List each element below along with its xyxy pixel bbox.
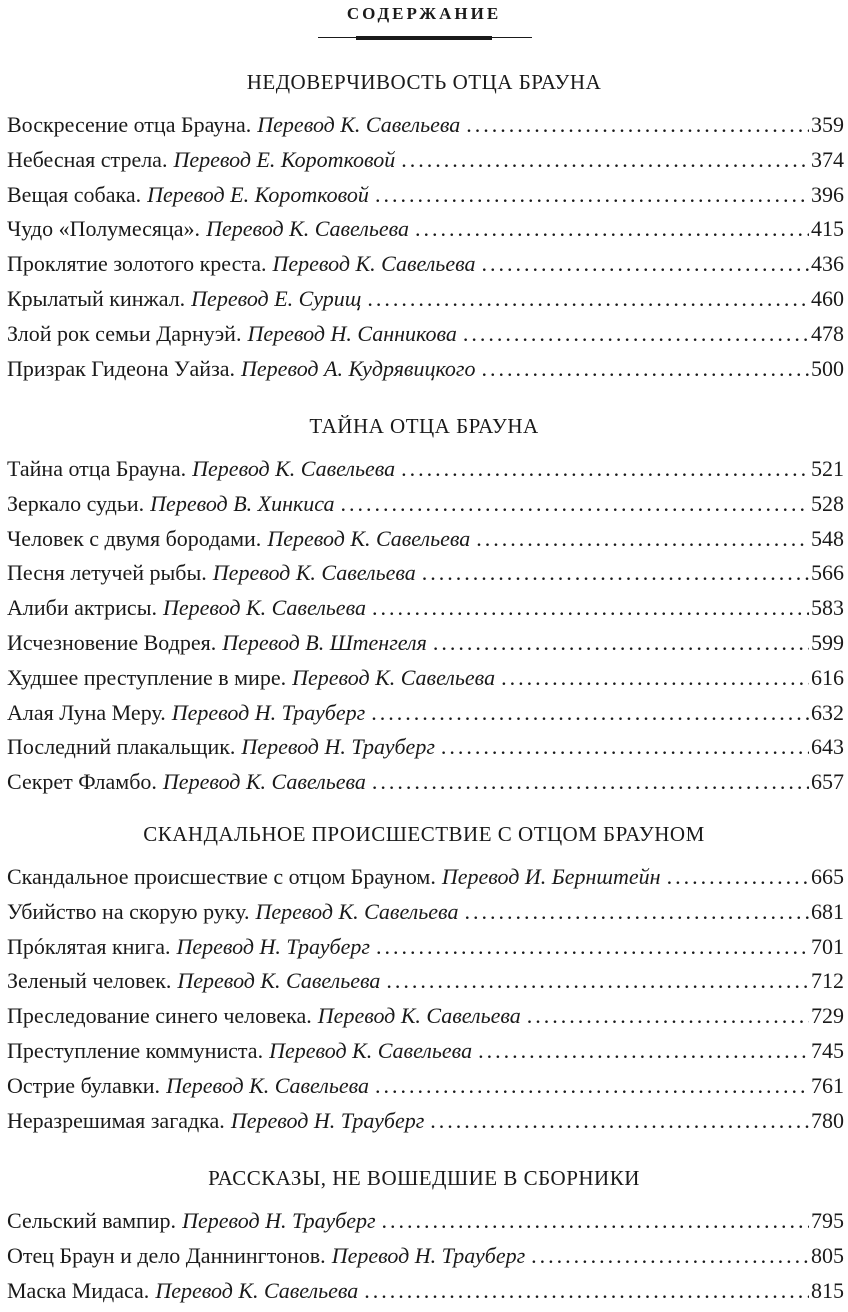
page-number: 712 xyxy=(811,968,844,994)
page-title: СОДЕРЖАНИЕ xyxy=(346,4,502,23)
translator-credit: Перевод А. Кудрявицкого xyxy=(241,355,476,381)
translator-credit: Перевод К. Савельева xyxy=(166,1072,370,1098)
dot-leader xyxy=(422,556,809,591)
story-title: Скандальное происшествие с отцом Брауном. xyxy=(7,864,436,889)
toc-entry[interactable] xyxy=(0,895,848,930)
toc-entry[interactable] xyxy=(0,522,848,557)
toc-entry[interactable] xyxy=(0,1274,848,1309)
dot-leader xyxy=(531,1239,809,1274)
story-title: Маска Мидаса. xyxy=(7,1277,150,1303)
story-title: Неразрешимая загадка. xyxy=(7,1107,225,1133)
story-title: Небесная стрела. xyxy=(7,146,168,172)
translator-credit: Перевод К. Савельева xyxy=(257,112,461,137)
translator-credit: Перевод К. Савельева xyxy=(177,968,381,994)
page-number: 616 xyxy=(811,664,844,690)
page-number: 729 xyxy=(811,1003,844,1029)
translator-credit: Перевод К. Савельева xyxy=(155,1277,359,1303)
toc-entry[interactable] xyxy=(0,487,848,522)
translator-credit: Перевод Н. Санникова xyxy=(247,320,457,346)
dot-leader xyxy=(415,212,809,247)
toc-entry[interactable] xyxy=(0,1204,848,1239)
toc-entry[interactable] xyxy=(0,352,848,387)
title-rule-accent xyxy=(356,36,492,40)
translator-credit: Перевод К. Савельева xyxy=(162,595,366,621)
dot-leader xyxy=(376,930,809,965)
page-number: 415 xyxy=(811,216,844,242)
page-number: 643 xyxy=(811,734,844,760)
story-title: Исчезновение Водрея. xyxy=(7,629,217,655)
translator-credit: Перевод К. Савельева xyxy=(267,525,471,551)
section-title: СКАНДАЛЬНОЕ ПРОИСШЕСТВИЕ С ОТЦОМ БРАУНОМ xyxy=(143,822,705,846)
story-title: Человек с двумя бородами. xyxy=(7,525,262,551)
page-number: 665 xyxy=(811,864,844,889)
translator-credit: Перевод К. Савельева xyxy=(212,560,416,586)
toc-entry[interactable] xyxy=(0,1069,848,1104)
translator-credit: Перевод К. Савельева xyxy=(192,456,396,481)
story-title: Призрак Гидеона Уайза. xyxy=(7,355,236,381)
translator-credit: Перевод К. Савельева xyxy=(162,769,366,795)
toc-entry[interactable] xyxy=(0,1034,848,1069)
toc-entry[interactable] xyxy=(0,860,848,895)
translator-credit: Перевод К. Савельева xyxy=(269,1037,473,1063)
dot-leader xyxy=(478,1034,809,1069)
page-number: 583 xyxy=(811,595,844,621)
dot-leader xyxy=(481,247,809,282)
translator-credit: Перевод Е. Коротковой xyxy=(173,146,396,172)
dot-leader xyxy=(667,860,809,895)
story-title: Крылатый кинжал. xyxy=(7,285,186,311)
page-number: 815 xyxy=(811,1277,844,1303)
page-number: 681 xyxy=(811,898,844,924)
toc-entry[interactable] xyxy=(0,696,848,731)
page-number: 599 xyxy=(811,629,844,655)
section-title: РАССКАЗЫ, НЕ ВОШЕДШИЕ В СБОРНИКИ xyxy=(208,1166,640,1190)
toc-entry[interactable] xyxy=(0,212,848,247)
page-number: 745 xyxy=(811,1037,844,1063)
dot-leader xyxy=(364,1274,809,1309)
toc-entry[interactable] xyxy=(0,591,848,626)
story-title: Преследование синего человека. xyxy=(7,1003,312,1029)
page-number: 805 xyxy=(811,1242,844,1268)
toc-entry[interactable] xyxy=(0,964,848,999)
page-number: 795 xyxy=(811,1208,844,1233)
toc-entry[interactable] xyxy=(0,556,848,591)
page-number: 566 xyxy=(811,560,844,586)
translator-credit: Перевод Н. Трауберг xyxy=(331,1242,526,1268)
dot-leader xyxy=(466,108,809,143)
story-title: Тайна отца Брауна. xyxy=(7,456,187,481)
page-number: 460 xyxy=(811,285,844,311)
page-number: 657 xyxy=(811,769,844,795)
dot-leader xyxy=(527,999,809,1034)
dot-leader xyxy=(375,1069,809,1104)
story-title: Отец Браун и дело Даннингтонов. xyxy=(7,1242,326,1268)
story-title: Вещая собака. xyxy=(7,181,142,207)
dot-leader xyxy=(372,591,809,626)
dot-leader xyxy=(372,765,809,800)
dot-leader xyxy=(375,178,809,213)
toc-entry[interactable] xyxy=(0,143,848,178)
toc-section xyxy=(0,816,848,1138)
translator-credit: Перевод Е. Коротковой xyxy=(147,181,369,207)
story-title: Песня летучей рыбы. xyxy=(7,560,207,586)
toc-section xyxy=(0,64,848,386)
dot-leader xyxy=(382,1204,809,1239)
story-title: Прóклятая книга. xyxy=(7,933,171,959)
dot-leader xyxy=(433,626,809,661)
page-number: 436 xyxy=(811,251,844,277)
dot-leader xyxy=(501,661,809,696)
story-title: Убийство на скорую руку. xyxy=(7,898,250,924)
story-title: Последний плакальщик. xyxy=(7,734,236,760)
page-number: 500 xyxy=(811,355,844,381)
story-title: Чудо «Полумесяца». xyxy=(7,216,201,242)
toc-entry[interactable] xyxy=(0,317,848,352)
page-number: 528 xyxy=(811,490,844,516)
dot-leader xyxy=(401,143,809,178)
page-number: 548 xyxy=(811,525,844,551)
toc-entry[interactable] xyxy=(0,765,848,800)
toc-entry[interactable] xyxy=(0,178,848,213)
translator-credit: Перевод К. Савельева xyxy=(206,216,410,242)
story-title: Секрет Фламбо. xyxy=(7,769,157,795)
translator-credit: Перевод К. Савельева xyxy=(292,664,496,690)
dot-leader xyxy=(441,730,809,765)
translator-credit: Перевод Е. Сурищ xyxy=(191,285,362,311)
translator-credit: Перевод В. Хинкиса xyxy=(150,490,335,516)
translator-credit: Перевод К. Савельева xyxy=(255,898,459,924)
toc-entry[interactable] xyxy=(0,999,848,1034)
page-number: 396 xyxy=(811,181,844,207)
story-title: Зеркало судьи. xyxy=(7,490,145,516)
story-title: Воскресение отца Брауна. xyxy=(7,112,252,137)
dot-leader xyxy=(367,282,809,317)
toc-entry[interactable] xyxy=(0,247,848,282)
page-number: 632 xyxy=(811,699,844,725)
toc-entry[interactable] xyxy=(0,1239,848,1274)
story-title: Алиби актрисы. xyxy=(7,595,157,621)
translator-credit: Перевод К. Савельева xyxy=(317,1003,521,1029)
translator-credit: Перевод Н. Трауберг xyxy=(171,699,366,725)
toc-entry[interactable] xyxy=(0,1104,848,1139)
page-number: 761 xyxy=(811,1072,844,1098)
section-title: ТАЙНА ОТЦА БРАУНА xyxy=(309,414,539,438)
translator-credit: Перевод В. Штенгеля xyxy=(222,629,427,655)
dot-leader xyxy=(463,317,809,352)
story-title: Зеленый человек. xyxy=(7,968,172,994)
story-title: Злой рок семьи Дарнуэй. xyxy=(7,320,242,346)
story-title: Сельский вампир. xyxy=(7,1208,177,1233)
translator-credit: Перевод Н. Трауберг xyxy=(182,1208,376,1233)
story-title: Алая Луна Меру. xyxy=(7,699,166,725)
toc-entry[interactable] xyxy=(0,282,848,317)
page-number: 359 xyxy=(811,112,844,137)
dot-leader xyxy=(482,352,809,387)
dot-leader xyxy=(430,1104,809,1139)
translator-credit: Перевод И. Бернштейн xyxy=(441,864,661,889)
toc-entry[interactable] xyxy=(0,930,848,965)
dot-leader xyxy=(371,696,809,731)
section-title: НЕДОВЕРЧИВОСТЬ ОТЦА БРАУНА xyxy=(246,70,602,94)
toc-entry[interactable] xyxy=(0,661,848,696)
page-number: 478 xyxy=(811,320,844,346)
story-title: Проклятие золотого креста. xyxy=(7,251,267,277)
page-number: 780 xyxy=(811,1107,844,1133)
translator-credit: Перевод К. Савельева xyxy=(272,251,476,277)
toc-entry[interactable] xyxy=(0,626,848,661)
translator-credit: Перевод Н. Трауберг xyxy=(241,734,435,760)
toc-entry[interactable] xyxy=(0,108,848,143)
dot-leader xyxy=(386,964,809,999)
story-title: Худшее преступление в мире. xyxy=(7,664,287,690)
dot-leader xyxy=(464,895,809,930)
page-number: 374 xyxy=(811,146,844,172)
toc-entry[interactable] xyxy=(0,730,848,765)
toc-entry[interactable] xyxy=(0,452,848,487)
story-title: Острие булавки. xyxy=(7,1072,161,1098)
dot-leader xyxy=(476,522,809,557)
story-title: Преступление коммуниста. xyxy=(7,1037,264,1063)
page-number: 521 xyxy=(811,456,844,481)
dot-leader xyxy=(340,487,809,522)
page-number: 701 xyxy=(811,933,844,959)
translator-credit: Перевод Н. Трауберг xyxy=(176,933,370,959)
translator-credit: Перевод Н. Трауберг xyxy=(230,1107,425,1133)
toc-section xyxy=(0,408,848,800)
toc-section xyxy=(0,1160,848,1308)
dot-leader xyxy=(401,452,809,487)
